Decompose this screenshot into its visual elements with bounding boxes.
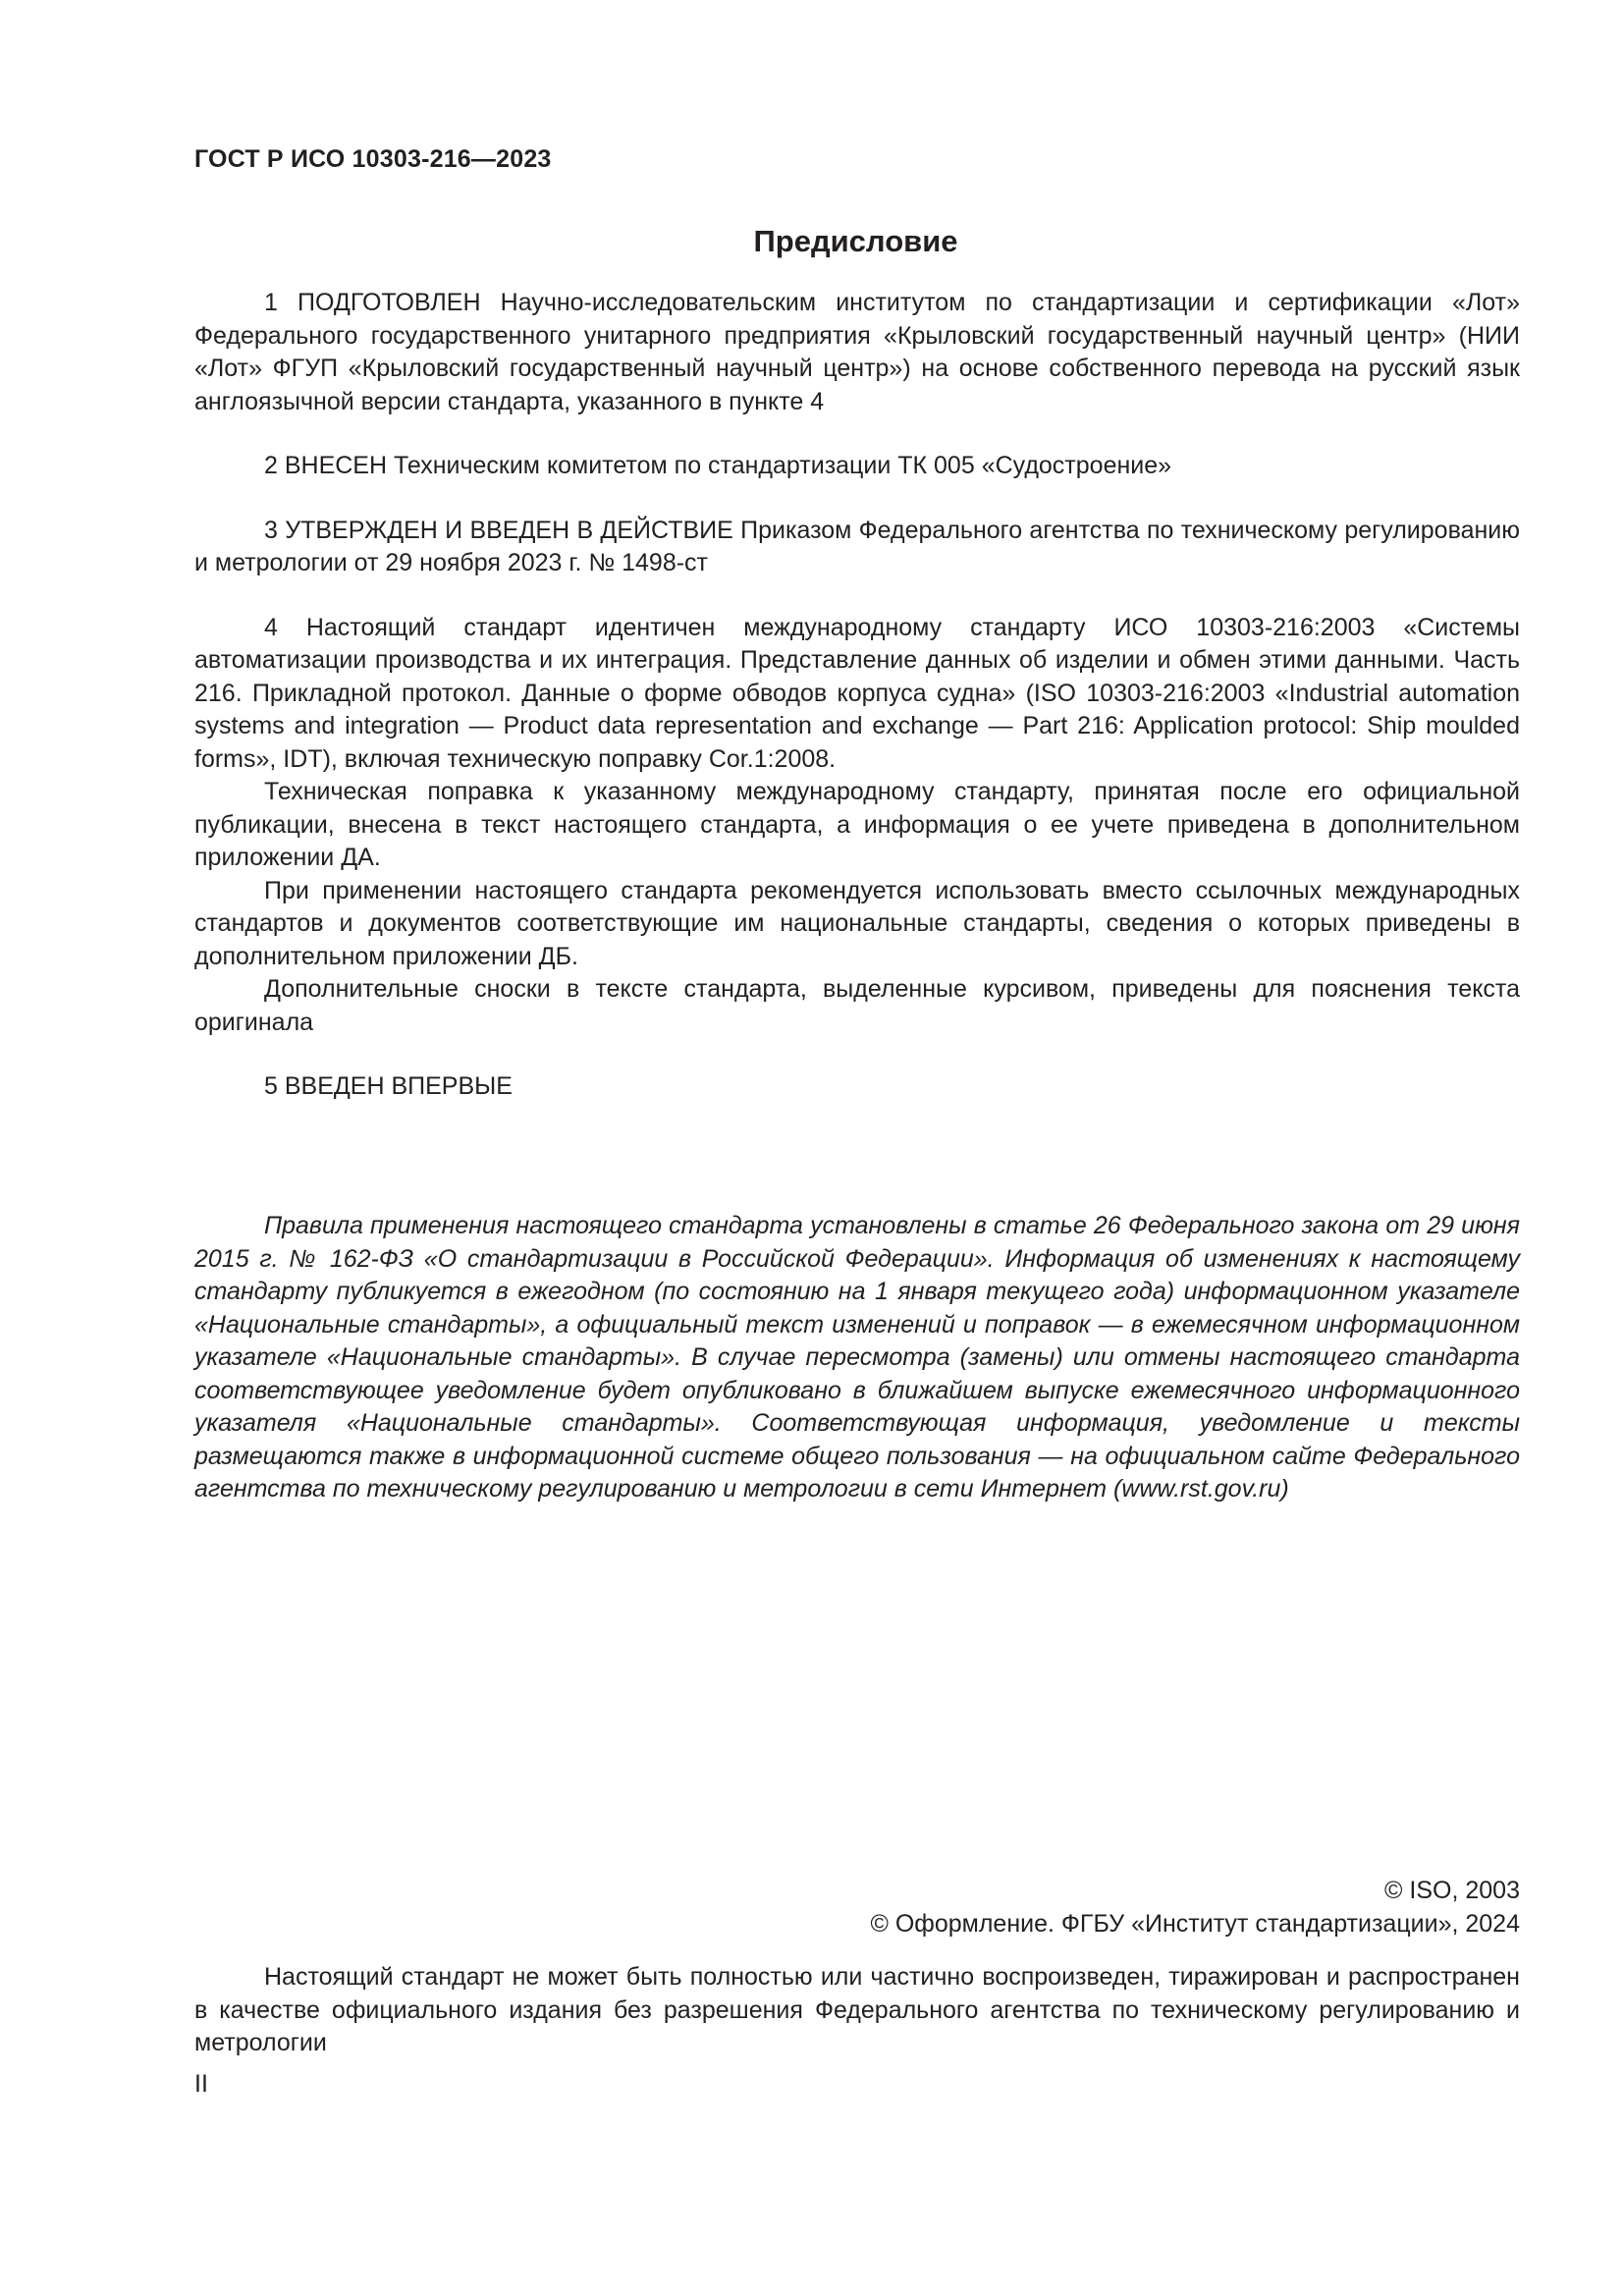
application-rules-notice	[194, 1210, 1520, 1506]
preface-item-4-footnotes: Дополнительные сноски в тексте стандарта, выделенные курсивом, приведены для пояснения текста оригинала	[194, 975, 1520, 1036]
preface-item-4-correction: Техническая поправка к указанному международному стандарту, принятая после его официальной публикации, внесена в текст настоящего стандарта, а информация о ее учете приведена в дополнительном приложении ДА.	[194, 778, 1520, 871]
preface-title: Предисловие	[753, 224, 958, 258]
preface-item-3: 3 УТВЕРЖДЕН И ВВЕДЕН В ДЕЙСТВИЕ Приказом Федерального агентства по техническому регулированию и метрологии от 29 ноября 2023 г. № 1498-ст	[194, 516, 1520, 576]
page-number: II	[194, 2070, 208, 2098]
preface-item-1: 1 ПОДГОТОВЛЕН Научно-исследовательским институтом по стандартизации и сертификации «Лот» Федерального государственного унитарного предприятия «Крыловский государственный научный центр» (НИИ «Лот» ФГУП «Крыловский государственный научный центр») на основе собственного перевода на русский язык англоязычной версии стандарта, указанного в пункте 4	[194, 289, 1520, 415]
copyright-iso: © ISO, 2003	[1384, 1877, 1520, 1904]
document-code-header: ГОСТ Р ИСО 10303-216—2023	[194, 145, 552, 173]
copyright-block	[870, 1875, 1520, 1941]
preface-item-5: 5 ВВЕДЕН ВПЕРВЫЕ	[264, 1072, 513, 1100]
preface-item-4-references: При применении настоящего стандарта рекомендуется использовать вместо ссылочных международных стандартов и документов соответствующие им национальные стандарты, сведения о которых приведены в дополнительном приложении ДБ.	[194, 876, 1520, 970]
notice-text: Правила применения настоящего стандарта установлены в статье 26 Федерального закона от 29 июня 2015 г. № 162-ФЗ «О стандартизации в Российской Федерации». Информация об изменениях к настоящему стандарту публикуется в ежегодном (по состоянию на 1 января текущего года) информационном указателе «Национальные стандарты», а официальный текст изменений и поправок — в ежемесячном информационном указателе «Национальные стандарты». В случае пересмотра (замены) или отмены настоящего стандарта соответствующее уведомление будет опубликовано в ближайшем выпуске ежемесячного информационного указателя «Национальные стандарты». Соответствующая информация, уведомление и тексты размещаются также в информационной системе общего пользования — на официальном сайте Федерального агентства по техническому регулированию и метрологии в сети Интернет (www.rst.gov.ru)	[194, 1212, 1520, 1503]
reproduction-text: Настоящий стандарт не может быть полностью или частично воспроизведен, тиражирован и распространен в качестве официального издания без разрешения Федерального агентства по техническому регулированию и метрологии	[194, 1963, 1520, 2056]
preface-item-2: 2 ВНЕСЕН Техническим комитетом по стандартизации ТК 005 «Судостроение»	[264, 452, 1172, 479]
copyright-design: © Оформление. ФГБУ «Институт стандартизации», 2024	[870, 1909, 1520, 1938]
preface-body	[194, 287, 1520, 1104]
reproduction-notice	[194, 1961, 1520, 2060]
preface-item-4: 4 Настоящий стандарт идентичен международному стандарту ИСО 10303-216:2003 «Системы автоматизации производства и их интеграция. Представление данных об изделии и обмен этими данными. Часть 216. Прикладной протокол. Данные о форме обводов корпуса судна» (ISO 10303-216:2003 «Industrial automation systems and integration — Product data representation and exchange — Part 216: Application protocol: Ship moulded forms», IDT), включая техническую поправку Cor.1:2008.	[194, 613, 1520, 773]
